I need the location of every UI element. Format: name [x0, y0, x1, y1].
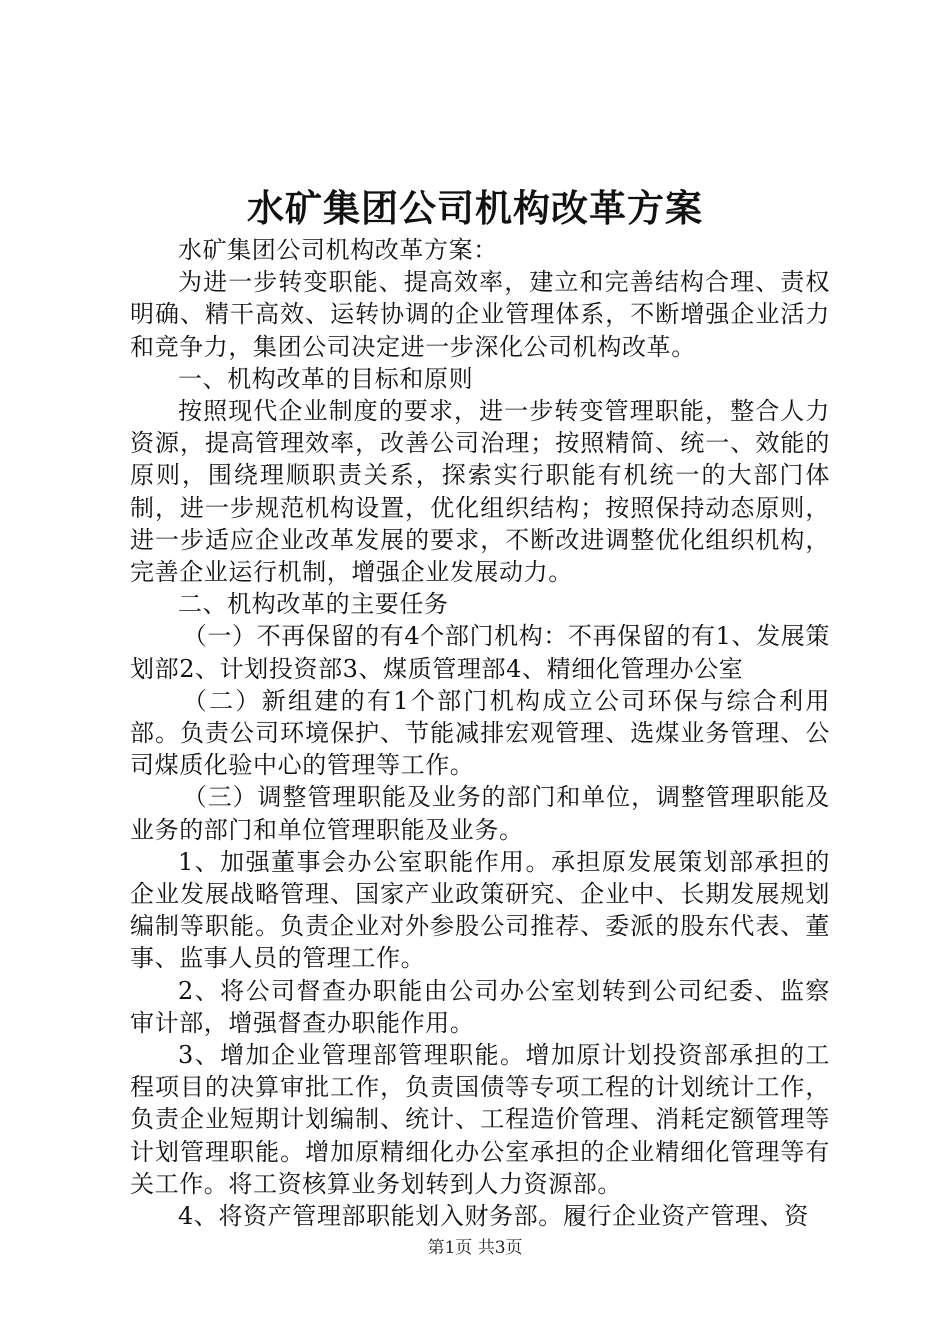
document-title: 水矿集团公司机构改革方案	[247, 186, 703, 230]
document-body	[130, 234, 830, 1232]
task-item-3: （三）调整管理职能及业务的部门和单位，调整管理职能及业务的部门和单位管理职能及业务。	[130, 783, 830, 844]
numbered-item-1: 1、加强董事会办公室职能作用。承担原发展策划部承担的企业发展战略管理、国家产业政策研究、企业中、长期发展规划编制等职能。负责企业对外参股公司推荐、委派的股东代表、董事、监事人员的管理工作。	[130, 847, 830, 973]
page-footer: 第1页 共3页	[427, 1238, 523, 1258]
numbered-item-3: 3、增加企业管理部管理职能。增加原计划投资部承担的工程项目的决算审批工作，负责国债等专项工程的计划统计工作，负责企业短期计划编制、统计、工程造价管理、消耗定额管理等计划管理职能。增加原精细化办公室承担的企业精细化管理等有关工作。将工资核算业务划转到人力资源部。	[130, 1041, 830, 1198]
goals-paragraph: 按照现代企业制度的要求，进一步转变管理职能，整合人力资源，提高管理效率，改善公司治理；按照精简、统一、效能的原则，围绕理顺职责关系，探索实行职能有机统一的大部门体制，进一步规范机构设置，优化组织结构；按照保持动态原则，进一步适应企业改革发展的要求，不断改进调整优化组织机构，完善企业运行机制，增强企业发展动力。	[130, 397, 830, 587]
task-item-2: （二）新组建的有1个部门机构成立公司环保与综合利用部。负责公司环境保护、节能减排宏观管理、选煤业务管理、公司煤质化验中心的管理等工作。	[130, 686, 830, 780]
section-heading-goals: 一、机构改革的目标和原则	[178, 364, 474, 393]
task-item-1: （一）不再保留的有4个部门机构：不再保留的有1、发展策划部2、计划投资部3、煤质管理部4、精细化管理办公室	[130, 622, 830, 683]
intro-heading-paragraph: 水矿集团公司机构改革方案：	[178, 236, 498, 264]
numbered-item-2: 2、将公司督查办职能由公司办公室划转到公司纪委、监察审计部，增强督查办职能作用。	[130, 976, 830, 1037]
numbered-item-4: 4、将资产管理部职能划入财务部。履行企业资产管理、资	[178, 1202, 809, 1231]
preamble-paragraph: 为进一步转变职能、提高效率，建立和完善结构合理、责权明确、精干高效、运转协调的企业管理体系，不断增强企业活力和竞争力，集团公司决定进一步深化公司机构改革。	[130, 268, 830, 361]
section-heading-tasks: 二、机构改革的主要任务	[178, 590, 449, 619]
